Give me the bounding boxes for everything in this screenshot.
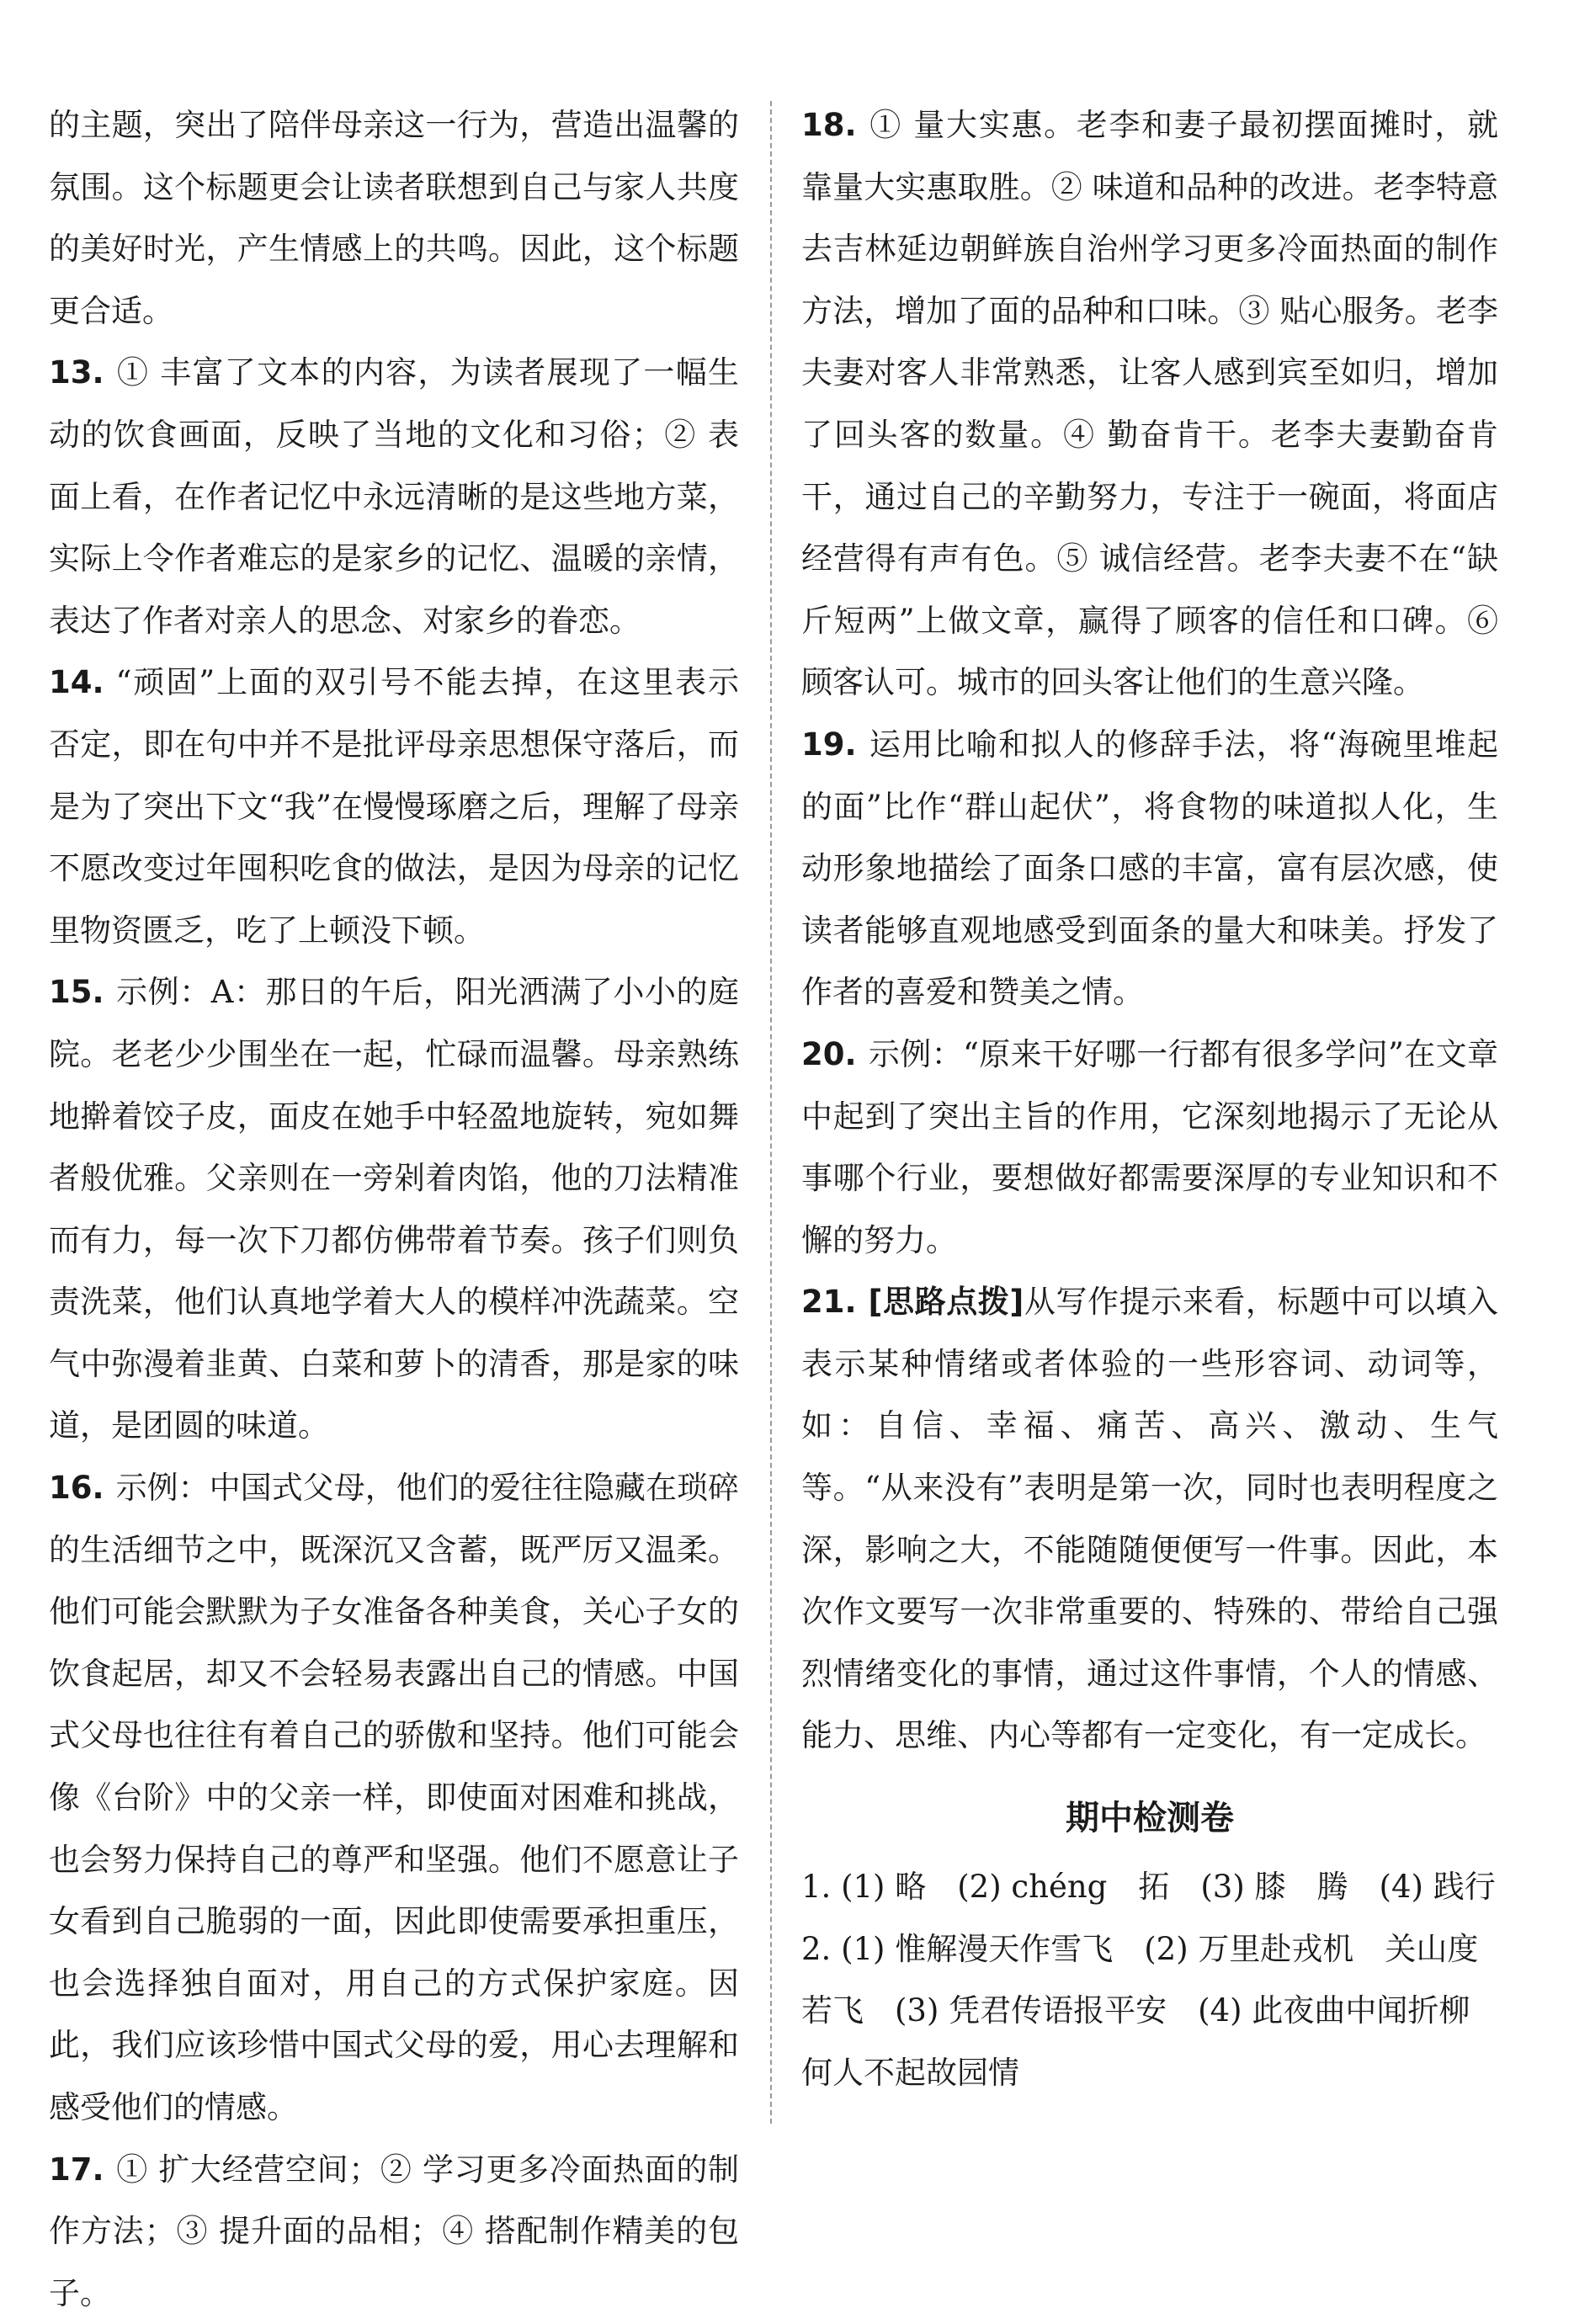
answer-15 <box>49 961 739 1457</box>
answer-number: 19. <box>801 726 857 763</box>
answer-text: 从写作提示来看，标题中可以填入表示某种情绪或者体验的一些形容词、动词等，如：自信、幸福、痛苦、高兴、激动、生气等。“从来没有”表明是第一次，同时也表明程度之深，影响之大，不能随随便便写一件事。因此，本次作文要写一次非常重要的、特殊的、带给自己强烈情绪变化的事情，通过这件事情，个人的情感、能力、思维、内心等都有一定变化，有一定成长。 <box>801 1284 1498 1754</box>
answer-14 <box>49 651 739 961</box>
midterm-answer-line: 2. (1) 惟解漫天作雪飞 (2) 万里赴戎机 关山度 <box>801 1930 1479 1967</box>
hint-tag: [思路点拨] <box>868 1284 1024 1321</box>
midterm-answer-line: 1. (1) 略 (2) chéng 拓 (3) 膝 腾 (4) 践行 <box>801 1869 1496 1906</box>
midterm-answer-line: 何人不起故园情 <box>801 2054 1019 2091</box>
answer-number: 14. <box>49 664 104 701</box>
section-title: 期中检测卷 <box>1066 1799 1234 1838</box>
answer-text: ① 丰富了文本的内容，为读者展现了一幅生动的饮食画面，反映了当地的文化和习俗；② 表面上看，在作者记忆中永远清晰的是这些地方菜，实际上令作者难忘的是家乡的记忆、温暖的亲情，表达了作者对亲人的思念、对家乡的眷恋。 <box>49 354 739 639</box>
answer-text: 运用比喻和拟人的修辞手法，将“海碗里堆起的面”比作“群山起伏”，将食物的味道拟人化，生动形象地描绘了面条口感的丰富，富有层次感，使读者能够直观地感受到面条的量大和味美。抒发了作者的喜爱和赞美之情。 <box>801 726 1498 1011</box>
answer-text: 示例：中国式父母，他们的爱往往隐藏在琐碎的生活细节之中，既深沉又含蓄，既严厉又温柔。他们可能会默默为子女准备各种美食，关心子女的饮食起居，却又不会轻易表露出自己的情感。中国式父母也往往有着自己的骄傲和坚持。他们可能会像《台阶》中的父亲一样，即使面对困难和挑战，也会努力保持自己的尊严和坚强。他们不愿意让子女看到自己脆弱的一面，因此即使需要承担重压，也会选择独自面对，用自己的方式保护家庭。因此，我们应该珍惜中国式父母的爱，用心去理解和感受他们的情感。 <box>49 1470 739 2125</box>
answer-text: 示例：A：那日的午后，阳光洒满了小小的庭院。老老少少围坐在一起，忙碌而温馨。母亲熟练地擀着饺子皮，面皮在她手中轻盈地旋转，宛如舞者般优雅。父亲则在一旁剁着肉馅，他的刀法精准而有力，每一次下刀都仿佛带着节奏。孩子们则负责洗菜，他们认真地学着大人的模样冲洗蔬菜。空气中弥漫着韭黄、白菜和萝卜的清香，那是家的味道，是团圆的味道。 <box>49 974 739 1444</box>
answer-21 <box>801 1271 1498 1767</box>
answer-number: 20. <box>801 1035 857 1072</box>
answer-number: 13. <box>49 354 104 391</box>
answer-20 <box>801 1024 1498 1271</box>
answer-12-continued <box>49 94 739 342</box>
answer-number: 21. <box>801 1284 857 1321</box>
answer-text: 的主题，突出了陪伴母亲这一行为，营造出温馨的氛围。这个标题更会让读者联想到自己与家人共度的美好时光，产生情感上的共鸣。因此，这个标题更合适。 <box>49 107 739 329</box>
right-column <box>801 94 1498 2124</box>
column-divider <box>770 101 772 2124</box>
answer-16 <box>49 1457 739 2139</box>
answer-number: 18. <box>801 107 857 143</box>
answer-text: ① 扩大经营空间；② 学习更多冷面热面的制作方法；③ 提升面的品相；④ 搭配制作精美的包子。 <box>49 2151 739 2311</box>
answer-13 <box>49 342 739 651</box>
answer-17 <box>49 2139 739 2324</box>
midterm-answer-line: 若飞 (3) 凭君传语报平安 (4) 此夜曲中闻折柳 <box>801 1992 1470 2029</box>
answer-number: 15. <box>49 974 104 1011</box>
left-column <box>49 94 739 2311</box>
answer-number: 17. <box>49 2151 104 2188</box>
answer-18 <box>801 94 1498 714</box>
answer-19 <box>801 714 1498 1024</box>
answer-text: ① 量大实惠。老李和妻子最初摆面摊时，就靠量大实惠取胜。② 味道和品种的改进。老李特意去吉林延边朝鲜族自治州学习更多冷面热面的制作方法，增加了面的品种和口味。③ 贴心服务。老李夫妻对客人非常熟悉，让客人感到宾至如归，增加了回头客的数量。④ 勤奋肯干。老李夫妻勤奋肯干，通过自己的辛勤努力，专注于一碗面，将面店经营得有声有色。⑤ 诚信经营。老李夫妻不在“缺斤短两”上做文章，赢得了顾客的信任和口碑。⑥ 顾客认可。城市的回头客让他们的生意兴隆。 <box>801 107 1498 701</box>
answer-text: “顽固”上面的双引号不能去掉，在这里表示否定，即在句中并不是批评母亲思想保守落后，而是为了突出下文“我”在慢慢琢磨之后，理解了母亲不愿改变过年囤积吃食的做法，是因为母亲的记忆里物资匮乏，吃了上顿没下顿。 <box>49 664 739 949</box>
answer-number: 16. <box>49 1470 104 1507</box>
answer-text: 示例：“原来干好哪一行都有很多学问”在文章中起到了突出主旨的作用，它深刻地揭示了无论从事哪个行业，要想做好都需要深厚的专业知识和不懈的努力。 <box>801 1035 1498 1258</box>
